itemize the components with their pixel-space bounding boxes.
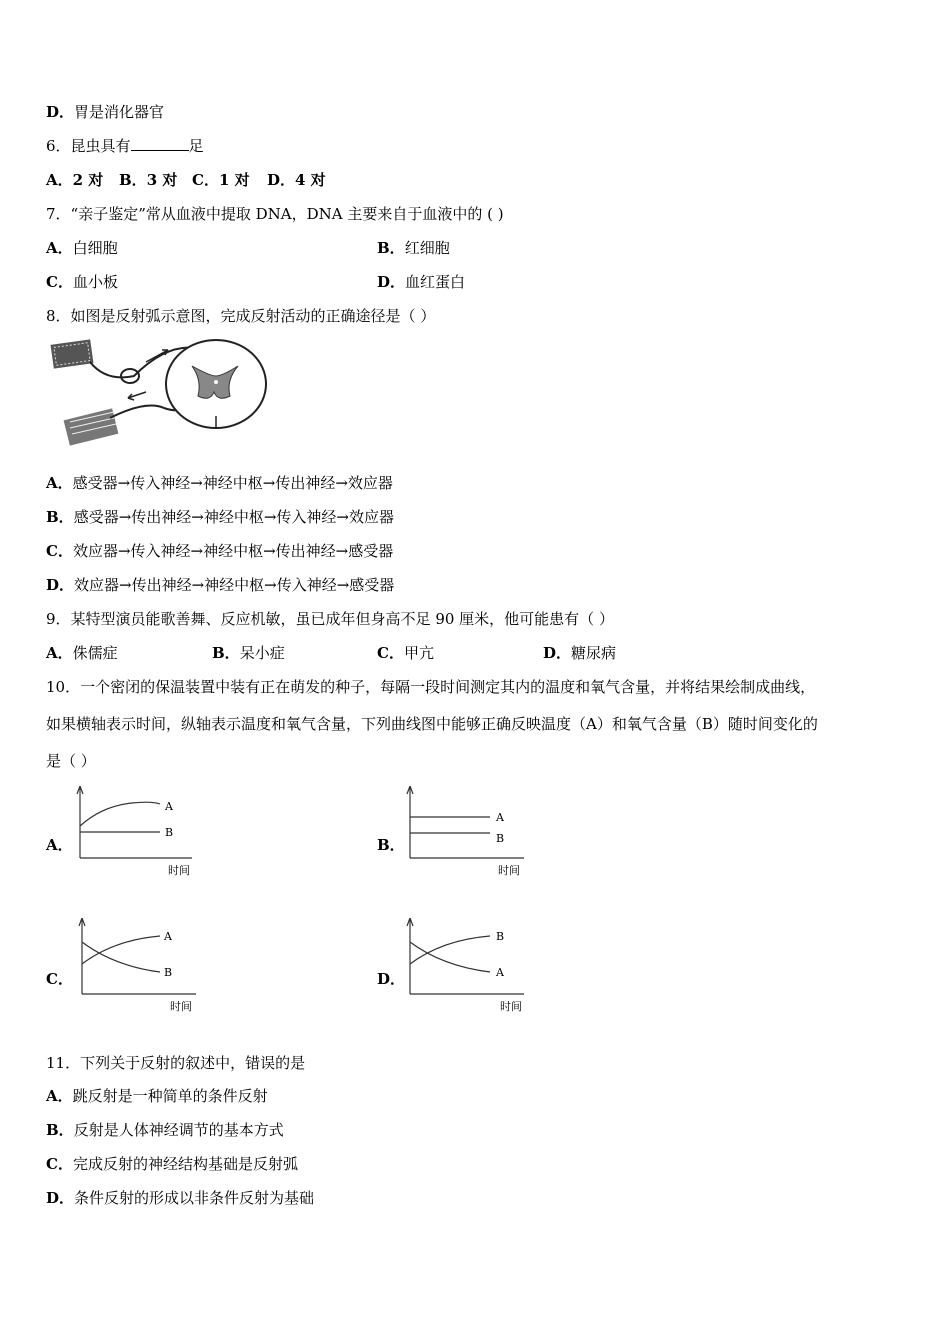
reflex-arc-diagram: [46, 336, 270, 450]
q11-option-d: D．条件反射的形成以非条件反射为基础: [46, 1189, 315, 1207]
option-letter: C．: [46, 542, 73, 560]
q8-stem: 8．如图是反射弧示意图，完成反射活动的正确途径是（ ）: [46, 307, 436, 325]
q6-stem-pre: 6．昆虫具有: [46, 137, 131, 155]
q6-stem-post: 足: [188, 137, 204, 155]
q9-option-c: C．甲亢: [377, 644, 434, 662]
q9-option-a: A．侏儒症: [46, 644, 118, 662]
receptor-skin-icon: [51, 339, 94, 368]
q11-option-a: A．跳反射是一种简单的条件反射: [46, 1087, 268, 1105]
q10-option-a-letter: A．: [46, 836, 73, 854]
q9-stem: 9．某特型演员能歌善舞、反应机敏，虽已成年但身高不足 90 厘米，他可能患有（ ）: [46, 610, 614, 628]
q7-option-a: A．白细胞: [46, 239, 118, 257]
q10-stem-line3: 是（ ）: [46, 752, 96, 770]
q10-option-b-letter: B．: [377, 836, 405, 854]
q8-option-c: C．效应器→传入神经→神经中枢→传出神经→感受器: [46, 542, 394, 560]
label-b: B: [496, 832, 505, 845]
q6-option-d: D．4 对: [267, 171, 326, 189]
q6-blank: [131, 136, 189, 151]
q6-option-a: A．2 对: [46, 171, 104, 189]
q10-stem-line2: 如果横轴表示时间，纵轴表示温度和氧气含量，下列曲线图中能够正确反映温度（A）和氧气含量（B）随时间变化的: [46, 715, 818, 733]
curve-a: [80, 802, 160, 826]
q5-option-d-letter: D．: [46, 103, 75, 121]
label-a: A: [165, 800, 173, 813]
axis-label: 时间: [498, 864, 520, 877]
q10-graph-c: [74, 918, 214, 1014]
label-a: A: [164, 930, 172, 943]
q8-option-d: D．效应器→传出神经→神经中枢→传入神经→感受器: [46, 576, 395, 594]
label-b: B: [165, 826, 174, 839]
axis-label: 时间: [168, 864, 190, 877]
q7-option-b: B．红细胞: [377, 239, 450, 257]
option-letter: D．: [377, 273, 406, 291]
q6-option-c: C．1 对: [192, 171, 250, 189]
option-letter: D．: [46, 1189, 75, 1207]
q8-option-a: A．感受器→传入神经→神经中枢→传出神经→效应器: [46, 474, 393, 492]
q7-option-c: C．血小板: [46, 273, 118, 291]
q11-option-c: C．完成反射的神经结构基础是反射弧: [46, 1155, 298, 1173]
q9-option-b: B．呆小症: [212, 644, 285, 662]
q6-option-b: B．3 对: [119, 171, 178, 189]
option-letter: D．: [543, 644, 572, 662]
option-letter: A．: [46, 474, 73, 492]
q8-option-b: B．感受器→传出神经→神经中枢→传入神经→效应器: [46, 508, 394, 526]
q10-stem-line1: 10．一个密闭的保温装置中装有正在萌发的种子，每隔一段时间测定其内的温度和氧气含量，并将结果绘制成曲线，: [46, 678, 816, 696]
q10-option-c-letter: C．: [46, 970, 73, 988]
option-letter: B．: [377, 239, 405, 257]
q11-stem: 11．下列关于反射的叙述中，错误的是: [46, 1054, 306, 1072]
q10-graph-a: [72, 786, 212, 880]
q7-stem: 7．“亲子鉴定”常从血液中提取 DNA，DNA 主要来自于血液中的 ( ): [46, 205, 504, 223]
label-b: B: [496, 930, 505, 943]
effector-muscle-icon: [64, 408, 119, 445]
option-letter: B．: [212, 644, 240, 662]
label-b: B: [164, 966, 173, 979]
option-letter: A．: [46, 171, 73, 189]
q10-graph-d: [402, 918, 542, 1014]
spinal-cord-icon: [166, 340, 266, 428]
option-letter: A．: [46, 1087, 73, 1105]
option-letter: A．: [46, 239, 73, 257]
q10-option-d-letter: D．: [377, 970, 406, 988]
option-letter: B．: [46, 508, 74, 526]
option-letter: D．: [267, 171, 296, 189]
option-letter: C．: [377, 644, 404, 662]
option-letter: D．: [46, 576, 75, 594]
option-letter: C．: [46, 1155, 73, 1173]
q11-option-b: B．反射是人体神经调节的基本方式: [46, 1121, 284, 1139]
label-a: A: [496, 811, 504, 824]
q5-option-d: [46, 102, 164, 122]
axis-label: 时间: [170, 1000, 192, 1013]
curve-a: [410, 942, 490, 972]
q6-stem: [46, 136, 204, 156]
label-a: A: [496, 966, 504, 979]
option-letter: C．: [46, 273, 73, 291]
q7-option-d: D．血红蛋白: [377, 273, 466, 291]
option-letter: C．: [192, 171, 219, 189]
q10-graph-b: [402, 786, 542, 880]
option-letter: B．: [46, 1121, 74, 1139]
curve-b: [82, 942, 160, 972]
q5-option-d-text: 胃是消化器官: [74, 103, 165, 121]
axis-label: 时间: [500, 1000, 522, 1013]
option-letter: A．: [46, 644, 73, 662]
option-letter: B．: [119, 171, 147, 189]
q9-option-d: D．糖尿病: [543, 644, 617, 662]
